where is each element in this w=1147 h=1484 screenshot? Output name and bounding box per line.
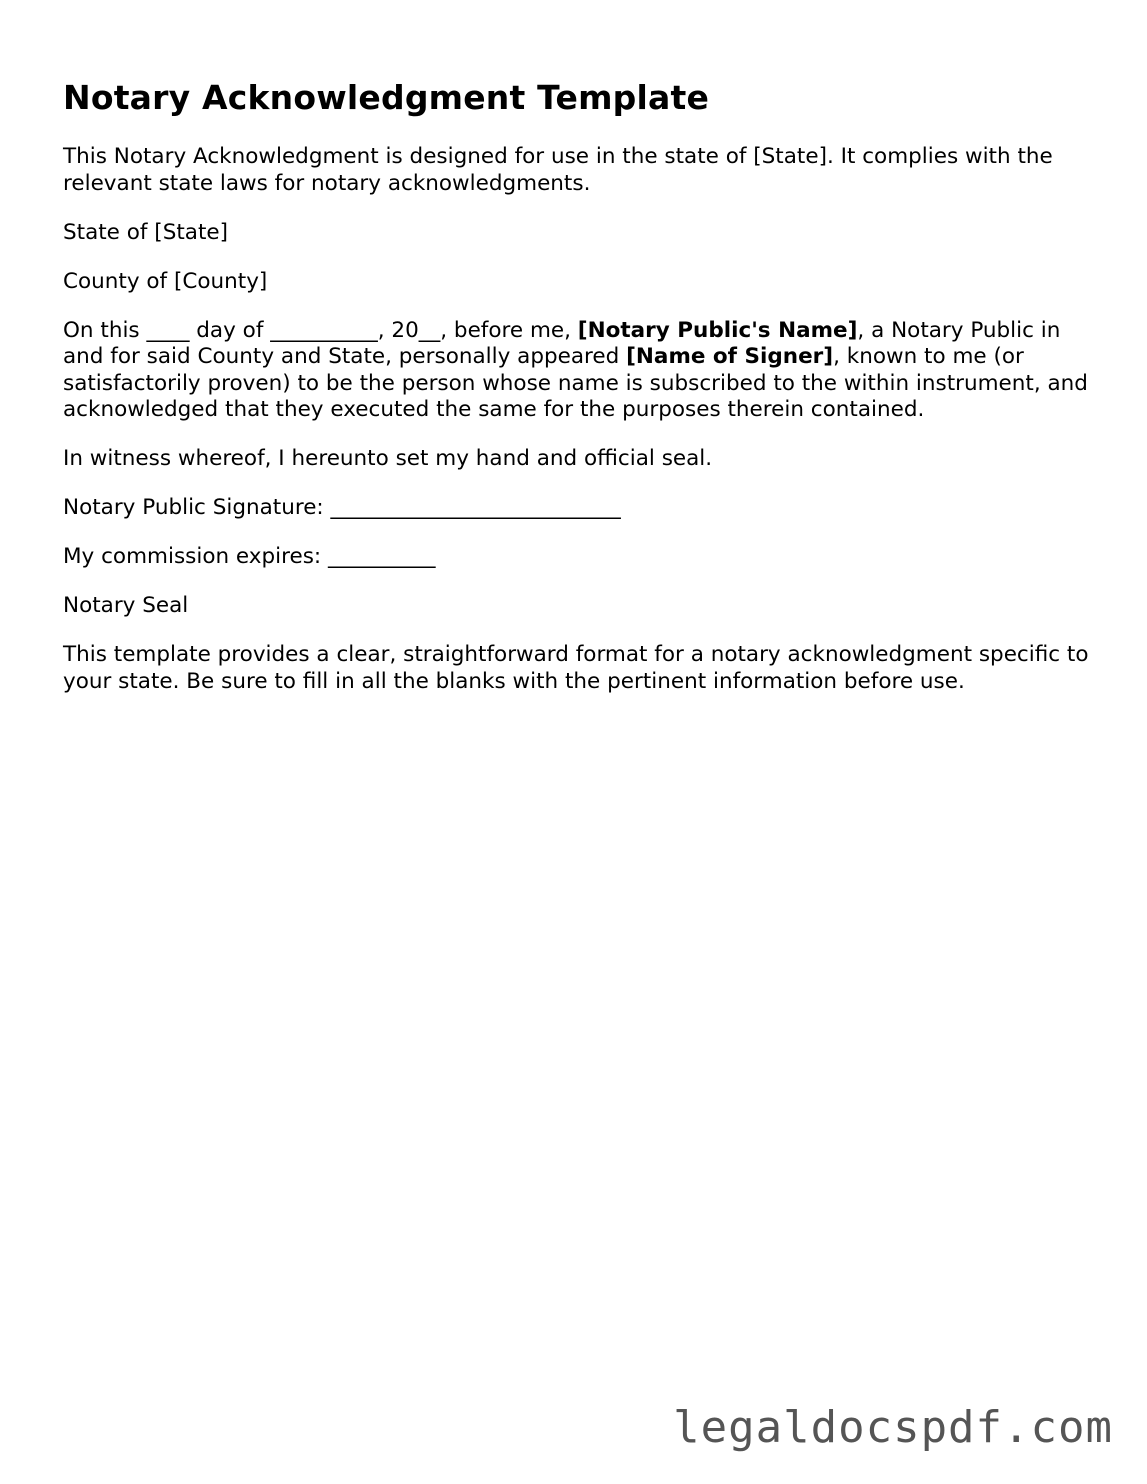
seal-line: Notary Seal bbox=[63, 593, 189, 618]
closing-paragraph: This template provides a clear, straightforward format for a notary acknowledgment specific to your state. Be sure to fill in all the blanks with the pertinent information before use. bbox=[63, 642, 1089, 694]
signature-line: Notary Public Signature: ___________________________ bbox=[63, 495, 621, 520]
intro-paragraph: This Notary Acknowledgment is designed for use in the state of [State]. It complies with the relevant state laws for notary acknowledgments. bbox=[63, 144, 1053, 196]
acknowledgment-paragraph bbox=[63, 318, 1093, 424]
acknowledgment-text-1: On this ____ day of __________, 20__, before me, bbox=[63, 317, 578, 343]
notary-name-placeholder: [Notary Public's Name] bbox=[577, 317, 858, 343]
state-line: State of [State] bbox=[63, 219, 228, 245]
document-page bbox=[63, 76, 1093, 718]
acknowledgment-text-3: , known to me (or satisfactorily proven) to be the person whose name is subscribed to the within instrument, and acknowledged that they executed the same for the purposes therein contained. bbox=[63, 344, 1088, 422]
witness-line: In witness whereof, I hereunto set my hand and official seal. bbox=[63, 446, 713, 471]
county-line: County of [County] bbox=[63, 268, 268, 294]
signer-name-placeholder: [Name of Signer] bbox=[626, 344, 834, 369]
commission-line: My commission expires: __________ bbox=[63, 544, 436, 569]
page-title: Notary Acknowledgment Template bbox=[63, 78, 710, 117]
acknowledgment-text-2: , a Notary Public in and for said County and State, personally appeared bbox=[63, 317, 1061, 369]
watermark-logo: legaldocspdf.com bbox=[673, 1402, 1113, 1453]
